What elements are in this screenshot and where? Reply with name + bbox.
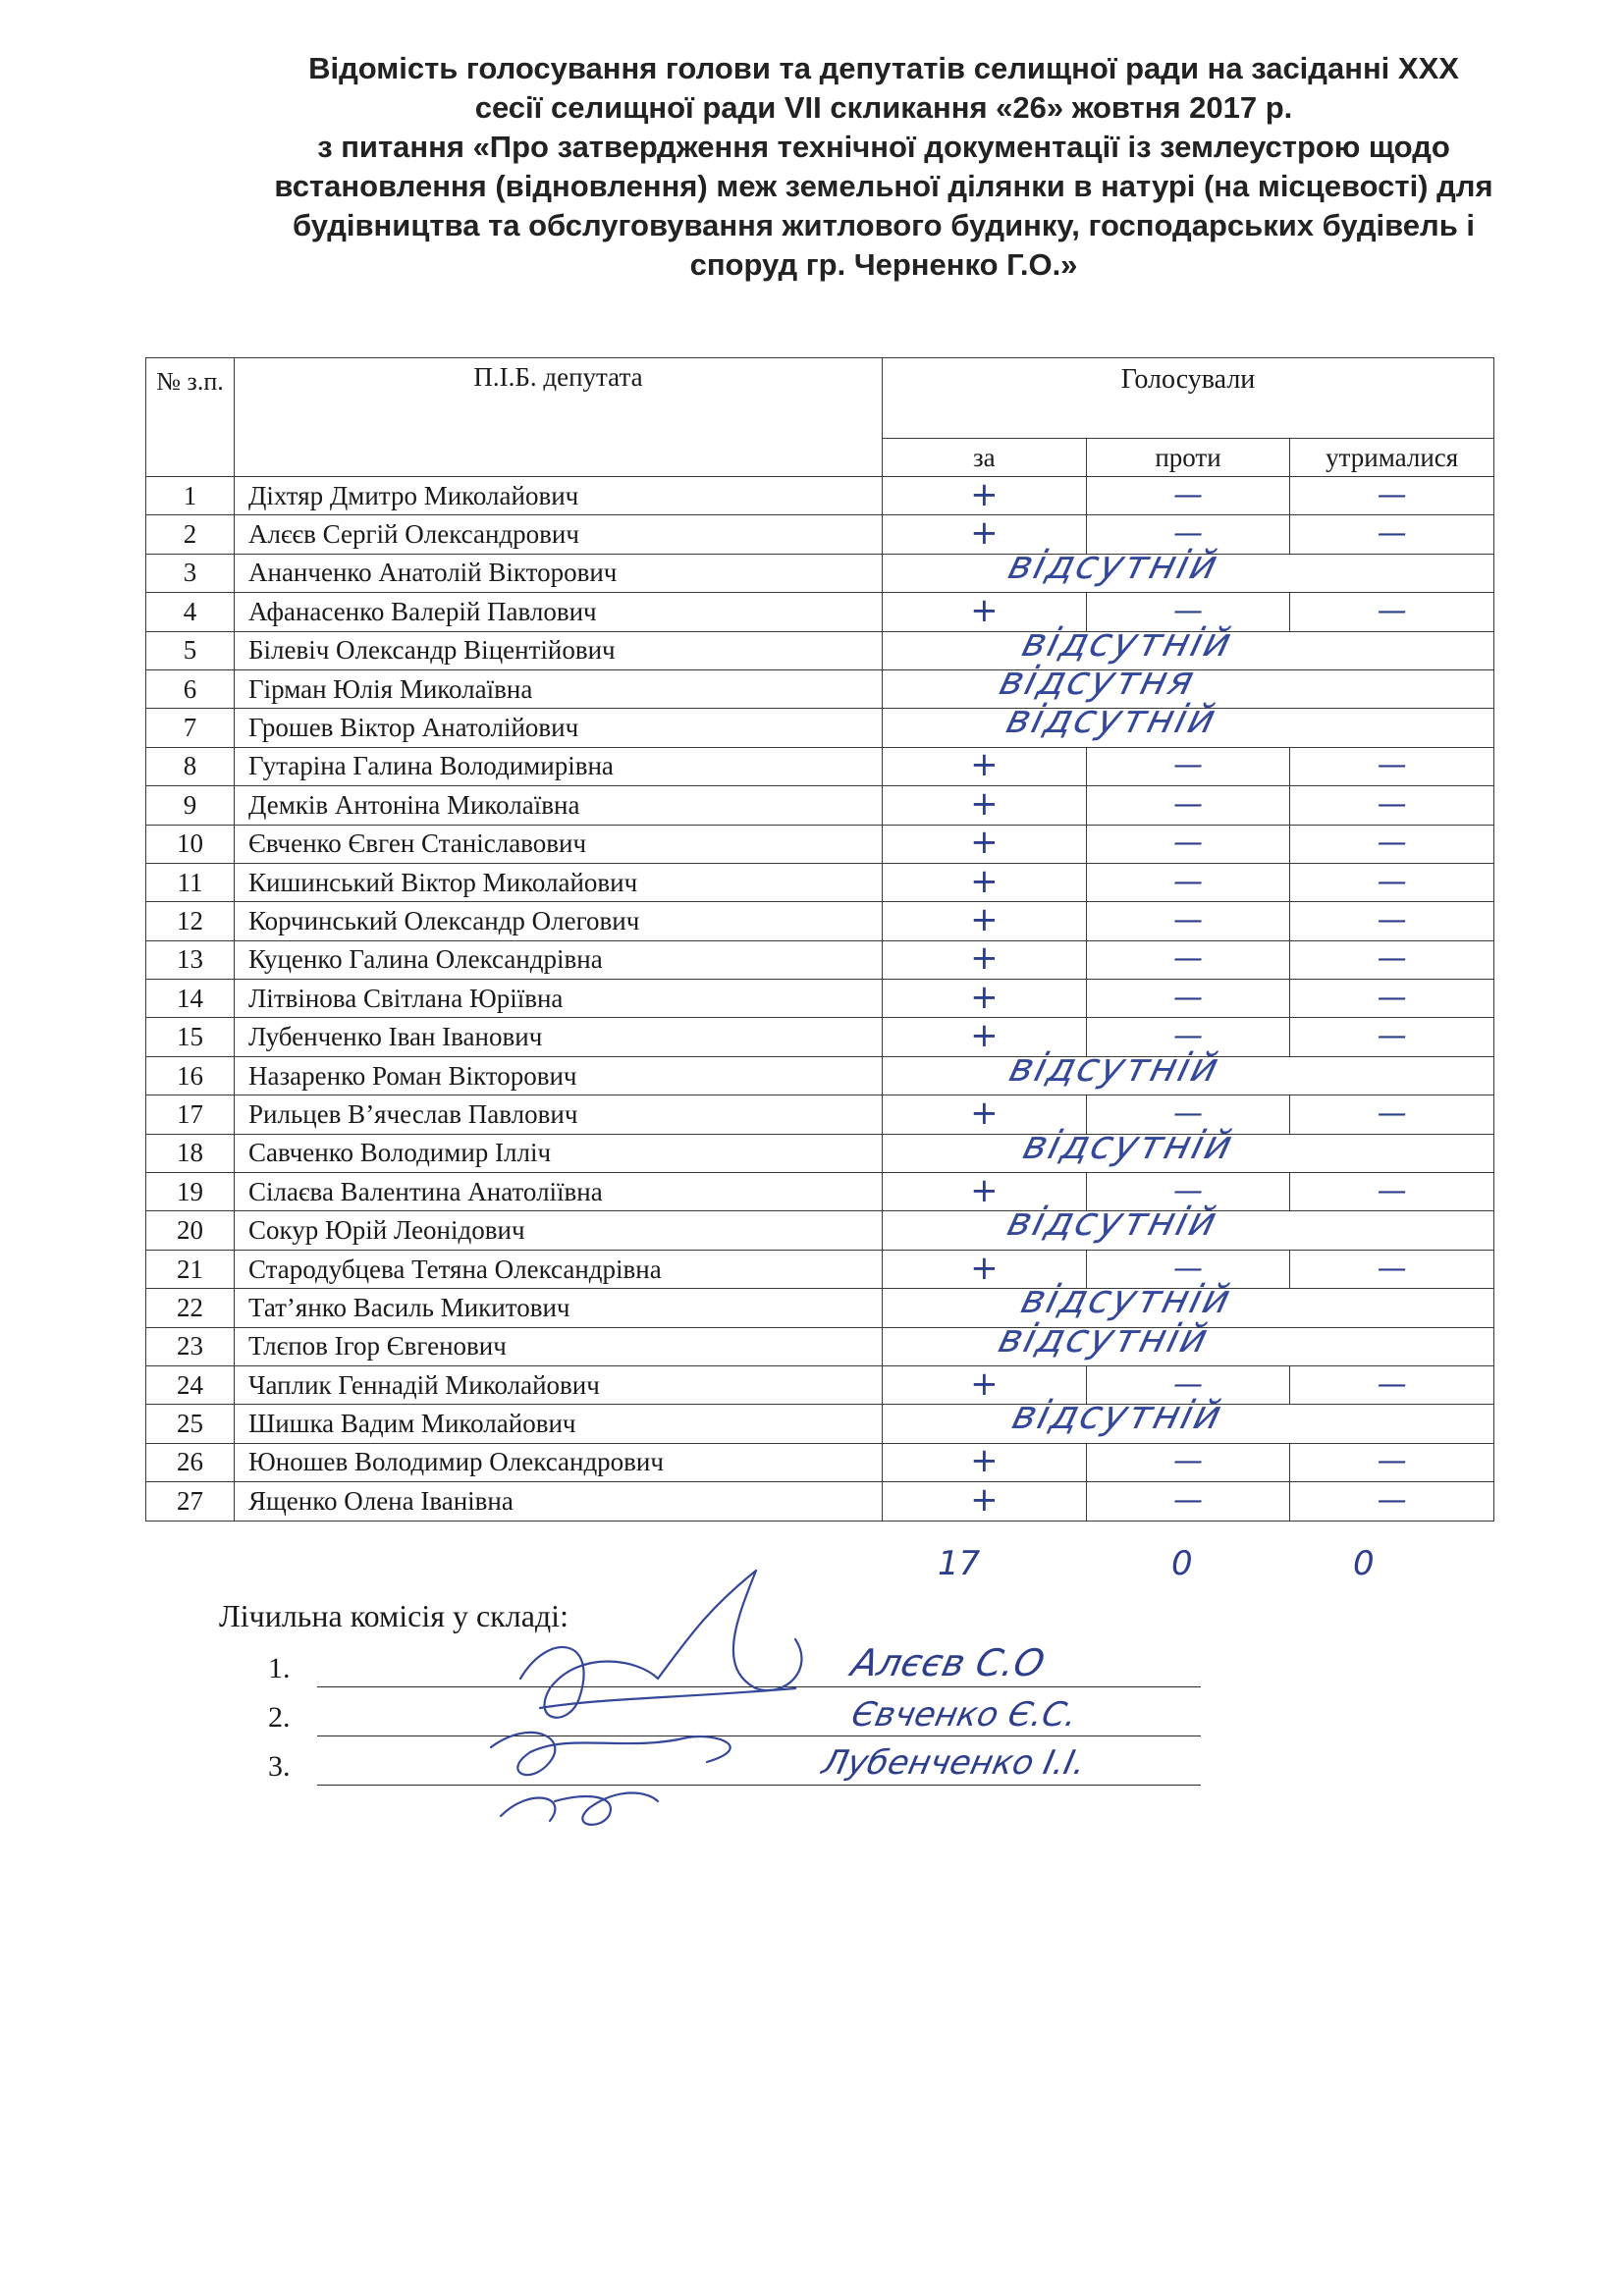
deputy-name: Сокур Юрій Леонідович bbox=[235, 1211, 883, 1250]
title-line: сесії селищної ради VII скликання «26» жовтня 2017 р. bbox=[474, 90, 1293, 125]
deputy-name: Гірман Юлія Миколаївна bbox=[235, 669, 883, 708]
deputy-name: Алєєв Сергій Олександрович bbox=[235, 515, 883, 554]
vote-against-cell bbox=[1086, 477, 1290, 515]
vote-abstain-cell bbox=[1290, 786, 1494, 825]
deputy-name: Корчинський Олександр Олегович bbox=[235, 902, 883, 940]
vote-abstain-mark: — bbox=[1377, 477, 1407, 512]
vote-abstain-mark: — bbox=[1377, 1019, 1407, 1054]
vote-abstain-mark: — bbox=[1377, 748, 1407, 783]
absent-mark: відсутній bbox=[1004, 1044, 1225, 1091]
vote-against-mark: — bbox=[1172, 748, 1203, 783]
vote-for-cell bbox=[883, 747, 1087, 785]
table-row bbox=[146, 1173, 1494, 1211]
table-row bbox=[146, 1095, 1494, 1134]
vote-abstain-mark: — bbox=[1377, 1366, 1407, 1402]
deputy-name: Грошев Віктор Анатолійович bbox=[235, 709, 883, 747]
vote-against-mark: — bbox=[1172, 477, 1203, 512]
deputy-name: Шишка Вадим Миколайович bbox=[235, 1405, 883, 1443]
row-number: 27 bbox=[146, 1482, 235, 1521]
vote-against-mark: — bbox=[1172, 1366, 1203, 1402]
table-row bbox=[146, 554, 1494, 592]
row-number: 2 bbox=[146, 515, 235, 554]
deputy-name: Тлєпов Ігор Євгенович bbox=[235, 1327, 883, 1365]
absent-mark: відсутній bbox=[1018, 1122, 1239, 1168]
table-row bbox=[146, 1405, 1494, 1443]
row-number: 8 bbox=[146, 747, 235, 785]
vote-abstain-cell bbox=[1290, 477, 1494, 515]
deputy-name: Діхтяр Дмитро Миколайович bbox=[235, 477, 883, 515]
row-number: 26 bbox=[146, 1443, 235, 1481]
vote-abstain-cell bbox=[1290, 1443, 1494, 1481]
vote-for-cell bbox=[883, 783, 1087, 825]
row-number: 20 bbox=[146, 1211, 235, 1250]
vote-absent-cell bbox=[883, 1393, 1494, 1443]
table-row bbox=[146, 747, 1494, 785]
row-number: 6 bbox=[146, 669, 235, 708]
vote-for-mark: + bbox=[970, 861, 999, 901]
vote-for-cell bbox=[883, 1479, 1087, 1521]
absent-mark: відсутній bbox=[994, 1315, 1215, 1362]
vote-against-cell bbox=[1086, 747, 1290, 785]
vote-for-mark: + bbox=[970, 1363, 999, 1404]
table-row bbox=[146, 709, 1494, 747]
vote-for-mark: + bbox=[970, 899, 999, 939]
vote-against-cell bbox=[1086, 1443, 1290, 1481]
vote-abstain-mark: — bbox=[1377, 902, 1407, 937]
vote-against-cell bbox=[1086, 902, 1290, 940]
vote-abstain-cell bbox=[1290, 980, 1494, 1018]
deputy-name: Назаренко Роман Вікторович bbox=[235, 1056, 883, 1095]
absent-mark: відсутній bbox=[1003, 542, 1224, 588]
vote-abstain-cell bbox=[1290, 747, 1494, 785]
row-number: 16 bbox=[146, 1056, 235, 1095]
table-row bbox=[146, 1250, 1494, 1288]
vote-absent-cell bbox=[883, 1044, 1494, 1095]
total-against: 0 bbox=[1171, 1544, 1193, 1583]
vote-for-cell bbox=[883, 940, 1087, 979]
deputy-name: Лубенченко Іван Іванович bbox=[235, 1018, 883, 1056]
deputy-name: Літвінова Світлана Юріївна bbox=[235, 980, 883, 1018]
deputy-name: Кишинський Віктор Миколайович bbox=[235, 863, 883, 901]
vote-against-mark: — bbox=[1172, 1095, 1203, 1131]
title-line: споруд гр. Черненко Г.О.» bbox=[689, 247, 1078, 282]
vote-for-mark: + bbox=[970, 783, 999, 824]
vote-abstain-cell bbox=[1290, 1173, 1494, 1211]
vote-abstain-mark: — bbox=[1377, 1095, 1407, 1131]
row-number: 11 bbox=[146, 863, 235, 901]
header-voted: Голосували bbox=[883, 358, 1494, 439]
absent-mark: відсутній bbox=[1002, 1200, 1223, 1246]
deputy-name: Білевіч Олександр Віцентійович bbox=[235, 631, 883, 669]
vote-abstain-mark: — bbox=[1377, 941, 1407, 977]
header-against: проти bbox=[1086, 439, 1290, 477]
row-number: 14 bbox=[146, 980, 235, 1018]
absent-mark: відсутній bbox=[1007, 1393, 1228, 1439]
table-row bbox=[146, 980, 1494, 1018]
vote-against-cell bbox=[1086, 940, 1290, 979]
vote-absent-cell bbox=[883, 1200, 1494, 1250]
table-row bbox=[146, 631, 1494, 669]
vote-for-mark: + bbox=[970, 1093, 999, 1133]
row-number: 21 bbox=[146, 1250, 235, 1288]
vote-for-cell bbox=[883, 825, 1087, 863]
table-row bbox=[146, 1482, 1494, 1521]
commission-member-number: 3. bbox=[268, 1750, 291, 1783]
deputy-name: Чаплик Геннадій Миколайович bbox=[235, 1365, 883, 1404]
vote-absent-cell bbox=[883, 697, 1494, 747]
title-line: Відомість голосування голови та депутатів селищної ради на засіданні XXX bbox=[308, 51, 1459, 85]
vote-absent-cell bbox=[883, 1122, 1494, 1172]
vote-against-mark: — bbox=[1172, 1019, 1203, 1054]
vote-abstain-mark: — bbox=[1377, 1482, 1407, 1518]
table-row bbox=[146, 1327, 1494, 1365]
vote-against-cell bbox=[1086, 825, 1290, 863]
vote-for-cell bbox=[883, 1443, 1087, 1481]
vote-abstain-mark: — bbox=[1377, 1251, 1407, 1286]
table-row bbox=[146, 593, 1494, 631]
row-number: 17 bbox=[146, 1095, 235, 1134]
vote-abstain-cell bbox=[1290, 1250, 1494, 1288]
vote-against-mark: — bbox=[1172, 1482, 1203, 1518]
header-number: № з.п. bbox=[146, 358, 235, 477]
vote-abstain-cell bbox=[1290, 825, 1494, 863]
vote-for-mark: + bbox=[970, 938, 999, 979]
vote-against-mark: — bbox=[1172, 826, 1203, 861]
absent-mark: відсутній bbox=[1001, 697, 1222, 743]
header-abstain: утрималися bbox=[1290, 439, 1494, 477]
vote-abstain-cell bbox=[1290, 593, 1494, 631]
vote-against-cell bbox=[1086, 863, 1290, 901]
absent-mark: відсутня bbox=[995, 658, 1201, 704]
voting-table bbox=[145, 357, 1494, 1522]
document-title bbox=[196, 49, 1571, 285]
vote-abstain-cell bbox=[1290, 1365, 1494, 1404]
vote-absent-cell bbox=[883, 1315, 1494, 1365]
vote-abstain-mark: — bbox=[1377, 1173, 1407, 1208]
table-row bbox=[146, 1018, 1494, 1056]
vote-against-mark: — bbox=[1172, 864, 1203, 899]
vote-against-mark: — bbox=[1172, 902, 1203, 937]
vote-against-mark: — bbox=[1172, 1444, 1203, 1479]
commission-member-number: 1. bbox=[268, 1652, 291, 1684]
commission-label: Лічильна комісія у складі: bbox=[219, 1598, 568, 1633]
row-number: 12 bbox=[146, 902, 235, 940]
absent-mark: відсутній bbox=[1017, 619, 1238, 666]
vote-for-mark: + bbox=[970, 977, 999, 1017]
vote-abstain-cell bbox=[1290, 515, 1494, 554]
deputy-name: Юношев Володимир Олександрович bbox=[235, 1443, 883, 1481]
table-row bbox=[146, 1134, 1494, 1172]
vote-for-mark: + bbox=[970, 1479, 999, 1520]
row-number: 22 bbox=[146, 1289, 235, 1327]
table-row bbox=[146, 786, 1494, 825]
header-for: за bbox=[883, 439, 1087, 477]
row-number: 4 bbox=[146, 593, 235, 631]
commission-member-name: Лубенченко І.І. bbox=[818, 1743, 1090, 1783]
deputy-name: Тат’янко Василь Микитович bbox=[235, 1289, 883, 1327]
vote-against-mark: — bbox=[1172, 786, 1203, 822]
vote-abstain-cell bbox=[1290, 863, 1494, 901]
row-number: 1 bbox=[146, 477, 235, 515]
vote-against-mark: — bbox=[1172, 1251, 1203, 1286]
total-for: 17 bbox=[938, 1544, 981, 1583]
vote-abstain-mark: — bbox=[1377, 980, 1407, 1015]
row-number: 23 bbox=[146, 1327, 235, 1365]
deputy-name: Ященко Олена Іванівна bbox=[235, 1482, 883, 1521]
deputy-name: Савченко Володимир Ілліч bbox=[235, 1134, 883, 1172]
vote-abstain-cell bbox=[1290, 940, 1494, 979]
vote-abstain-mark: — bbox=[1377, 516, 1407, 552]
title-line: з питання «Про затвердження технічної документації із землеустрою щодо bbox=[317, 130, 1450, 164]
commission-member-name: Євченко Є.С. bbox=[847, 1695, 1081, 1735]
table-row bbox=[146, 1211, 1494, 1250]
deputy-name: Рильцев В’ячеслав Павлович bbox=[235, 1095, 883, 1134]
vote-abstain-mark: — bbox=[1377, 1444, 1407, 1479]
commission-member-number: 2. bbox=[268, 1701, 291, 1734]
row-number: 3 bbox=[146, 554, 235, 592]
vote-for-mark: + bbox=[970, 1016, 999, 1056]
table-row bbox=[146, 940, 1494, 979]
vote-against-mark: — bbox=[1172, 1173, 1203, 1208]
table-row bbox=[146, 825, 1494, 863]
header-name: П.І.Б. депутата bbox=[235, 358, 883, 477]
vote-abstain-cell bbox=[1290, 1018, 1494, 1056]
table-row bbox=[146, 477, 1494, 515]
table-row bbox=[146, 1056, 1494, 1095]
deputy-name: Сілаєва Валентина Анатоліївна bbox=[235, 1173, 883, 1211]
commission-member-name: Алєєв С.О bbox=[847, 1641, 1049, 1684]
absent-mark: відсутній bbox=[1016, 1277, 1237, 1323]
table-row bbox=[146, 669, 1494, 708]
vote-abstain-mark: — bbox=[1377, 786, 1407, 822]
vote-for-mark: + bbox=[970, 1248, 999, 1288]
vote-abstain-cell bbox=[1290, 1482, 1494, 1521]
table-row bbox=[146, 902, 1494, 940]
deputy-name: Гутаріна Галина Володимирівна bbox=[235, 747, 883, 785]
deputy-name: Куценко Галина Олександрівна bbox=[235, 940, 883, 979]
row-number: 5 bbox=[146, 631, 235, 669]
row-number: 10 bbox=[146, 825, 235, 863]
vote-for-cell bbox=[883, 863, 1087, 901]
deputy-name: Демків Антоніна Миколаївна bbox=[235, 786, 883, 825]
table-row bbox=[146, 1365, 1494, 1404]
row-number: 25 bbox=[146, 1405, 235, 1443]
vote-for-mark: + bbox=[970, 745, 999, 785]
vote-against-mark: — bbox=[1172, 516, 1203, 552]
deputy-name: Ананченко Анатолій Вікторович bbox=[235, 554, 883, 592]
row-number: 7 bbox=[146, 709, 235, 747]
deputy-name: Стародубцева Тетяна Олександрівна bbox=[235, 1250, 883, 1288]
vote-against-cell bbox=[1086, 1482, 1290, 1521]
total-abstain: 0 bbox=[1353, 1544, 1375, 1583]
vote-abstain-cell bbox=[1290, 902, 1494, 940]
row-number: 19 bbox=[146, 1173, 235, 1211]
deputy-name: Євченко Євген Станіславович bbox=[235, 825, 883, 863]
vote-for-mark: + bbox=[970, 474, 999, 514]
vote-against-mark: — bbox=[1172, 593, 1203, 628]
row-number: 24 bbox=[146, 1365, 235, 1404]
title-line: будівництва та обслуговування житлового будинку, господарських будівель і bbox=[292, 208, 1475, 242]
vote-abstain-mark: — bbox=[1377, 593, 1407, 628]
row-number: 18 bbox=[146, 1134, 235, 1172]
vote-for-cell bbox=[883, 977, 1087, 1018]
vote-for-cell bbox=[883, 474, 1087, 515]
vote-absent-cell bbox=[883, 542, 1494, 592]
vote-against-cell bbox=[1086, 786, 1290, 825]
vote-for-mark: + bbox=[970, 513, 999, 554]
vote-abstain-mark: — bbox=[1377, 826, 1407, 861]
table-row bbox=[146, 1443, 1494, 1481]
vote-for-mark: + bbox=[970, 823, 999, 863]
vote-for-mark: + bbox=[970, 1170, 999, 1210]
vote-against-mark: — bbox=[1172, 980, 1203, 1015]
vote-against-mark: — bbox=[1172, 941, 1203, 977]
vote-against-cell bbox=[1086, 980, 1290, 1018]
vote-for-mark: + bbox=[970, 590, 999, 630]
row-number: 15 bbox=[146, 1018, 235, 1056]
vote-for-cell bbox=[883, 899, 1087, 940]
title-line: встановлення (відновлення) меж земельної ділянки в натурі (на місцевості) для bbox=[274, 169, 1493, 203]
table-row bbox=[146, 1289, 1494, 1327]
deputy-name: Афанасенко Валерій Павлович bbox=[235, 593, 883, 631]
row-number: 13 bbox=[146, 940, 235, 979]
row-number: 9 bbox=[146, 786, 235, 825]
signature-scribbles bbox=[461, 1551, 972, 1836]
vote-abstain-cell bbox=[1290, 1095, 1494, 1134]
vote-for-mark: + bbox=[970, 1441, 999, 1481]
vote-abstain-mark: — bbox=[1377, 864, 1407, 899]
table-row bbox=[146, 863, 1494, 901]
table-row bbox=[146, 515, 1494, 554]
